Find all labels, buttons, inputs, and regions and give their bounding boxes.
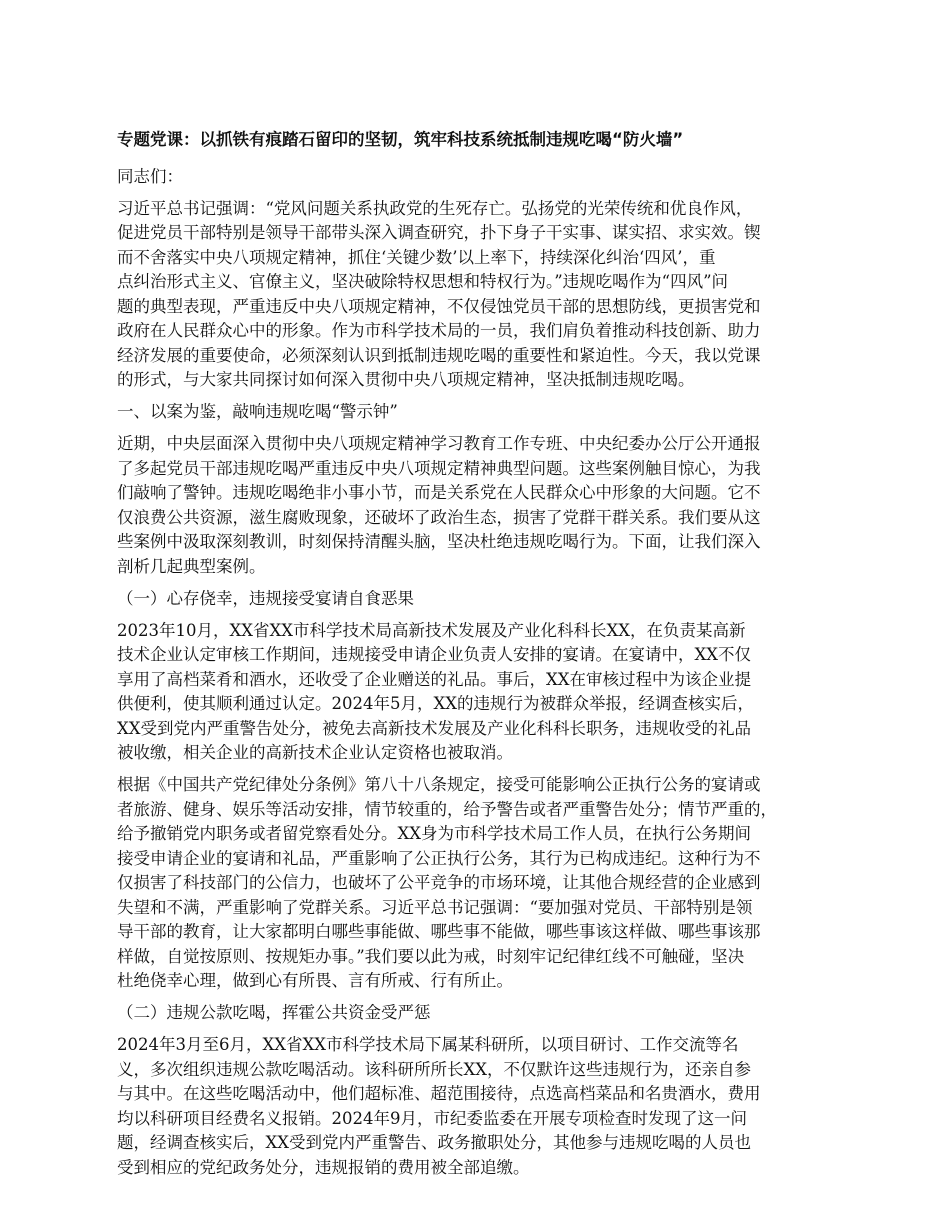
intro-paragraph [117,197,852,393]
text-line: 样做，自觉按原则、按规矩办事。”我们要以此为戒，时刻牢记纪律红线不可触碰，坚决 [117,946,745,966]
text-line: 2023年10月，XX省XX市科学技术局高新技术发展及产业化科科长XX，在负责某高新 [117,620,746,640]
text-line: 义，多次组织违规公款吃喝活动。该科研所所长XX，不仅默许这些违规行为，还亲自参 [117,1059,751,1079]
text-line: 2024年3月至6月，XX省XX市科学技术局下属某科研所，以项目研讨、工作交流等名 [117,1035,739,1054]
text-line: 们敲响了警钟。违规吃喝绝非小事小节，而是关系党在人民群众心中形象的大问题。它不 [117,483,761,502]
text-line: 被收缴，相关企业的高新技术企业认定资格也被取消。 [117,743,513,762]
text-line: 政府在人民群众心中的形象。作为市科学技术局的一员，我们肩负着推动科技创新、助力 [117,321,761,340]
text-line: 技术企业认定审核工作期间，违规接受申请企业负责人安排的宴请。在宴请中，XX不仅 [117,645,751,664]
text-line: 根据《中国共产党纪律处分条例》第八十八条规定，接受可能影响公正执行公务的宴请或 [117,775,761,794]
text-line: 导干部的教育，让大家都明白哪些事能做、哪些事不能做，哪些事该这样做、哪些事该那 [117,922,761,941]
subsection-heading-2 [117,1001,852,1026]
text-line: 点纠治形式主义、官僚主义，坚决破除特权思想和特权行为。”违规吃喝作为“四风”问 [117,272,729,291]
case-1-paragraph [117,619,852,766]
text-line: 的形式，与大家共同探讨如何深入贯彻中央八项规定精神，坚决抵制违规吃喝。 [117,370,695,389]
case-2-paragraph [117,1033,852,1180]
text-line: 些案例中汲取深刻教训，时刻保持清醒头脑，坚决杜绝违规吃喝行为。下面，让我们深入 [117,532,761,551]
document-body [117,197,852,1181]
case-1-analysis-paragraph [117,773,852,994]
text-line: 剖析几起典型案例。 [117,556,266,576]
text-line: 者旅游、健身、娱乐等活动安排，情节较重的，给予警告或者严重警告处分；情节严重的， [117,799,777,819]
greeting-line: 同志们： [117,166,183,186]
section-heading-1 [117,400,852,425]
text-line: 失望和不满，严重影响了党群关系。习近平总书记强调：“要加强对党员、干部特别是领 [117,897,753,917]
document-title: 专题党课：以抓铁有痕踏石留印的坚韧，筑牢科技系统抵制违规吃喝“防火墙” [117,130,684,149]
text-line: XX受到党内严重警告处分，被免去高新技术发展及产业化科科长职务，违规收受的礼品 [117,718,751,738]
text-line: 均以科研项目经费名义报销。2024年9月，市纪委监委在开展专项检查时发现了这一问 [117,1108,747,1128]
text-line: 促进党员干部特别是领导干部带头深入调查研究，扑下身子干实事、谋实招、求实效。锲 [117,223,761,242]
text-line: 近期，中央层面深入贯彻中央八项规定精神学习教育工作专班、中央纪委办公厅公开通报 [117,434,761,453]
text-line: 供便利，使其顺利通过认定。2024年5月，XX的违规行为被群众举报，经调查核实后， [117,694,754,713]
text-line: 习近平总书记强调：“党风问题关系执政党的生死存亡。弘扬党的光荣传统和优良作风， [117,198,753,218]
text-line: （二）违规公款吃喝，挥霍公共资金受严惩 [117,1003,431,1022]
case-overview-paragraph [117,432,852,579]
document-page [117,128,852,1188]
text-line: 经济发展的重要使命，必须深刻认识到抵制违规吃喝的重要性和紧迫性。今天，我以党课 [117,345,761,365]
text-line: 给予撤销党内职务或者留党察看处分。XX身为市科学技术局工作人员，在执行公务期间 [117,824,751,843]
text-line: 题的典型表现，严重违反中央八项规定精神，不仅侵蚀党员干部的思想防线，更损害党和 [117,296,761,316]
text-line: 仅损害了科技部门的公信力，也破坏了公平竞争的市场环境，让其他合规经营的企业感到 [117,873,761,892]
text-line: 仅浪费公共资源，滋生腐败现象，还破坏了政治生态，损害了党群干群关系。我们要从这 [117,507,761,527]
text-line: 受到相应的党纪政务处分，违规报销的费用被全部追缴。 [117,1157,530,1177]
text-line: 接受申请企业的宴请和礼品，严重影响了公正执行公务，其行为已构成违纪。这种行为不 [117,848,761,868]
text-line: 而不舍落实中央八项规定精神，抓住‘关键少数’以上率下，持续深化纠治‘四风’，重 [117,247,716,267]
text-line: 一、以案为鉴，敲响违规吃喝“警示钟” [117,402,398,421]
subsection-heading-1 [117,587,852,612]
text-line: 了多起党员干部违规吃喝严重违反中央八项规定精神典型问题。这些案例触目惊心，为我 [117,458,761,478]
text-line: 与其中。在这些吃喝活动中，他们超标准、超范围接待，点选高档菜品和名贵酒水，费用 [117,1084,761,1103]
text-line: 杜绝侥幸心理，做到心有所畏、言有所戒、行有所止。 [117,971,513,990]
greeting [117,165,852,190]
text-line: 题，经调查核实后，XX受到党内严重警告、政务撤职处分，其他参与违规吃喝的人员也 [117,1133,751,1152]
text-line: （一）心存侥幸，违规接受宴请自食恶果 [117,588,414,608]
text-line: 享用了高档菜肴和酒水，还收受了企业赠送的礼品。事后，XX在审核过程中为该企业提 [117,669,751,689]
